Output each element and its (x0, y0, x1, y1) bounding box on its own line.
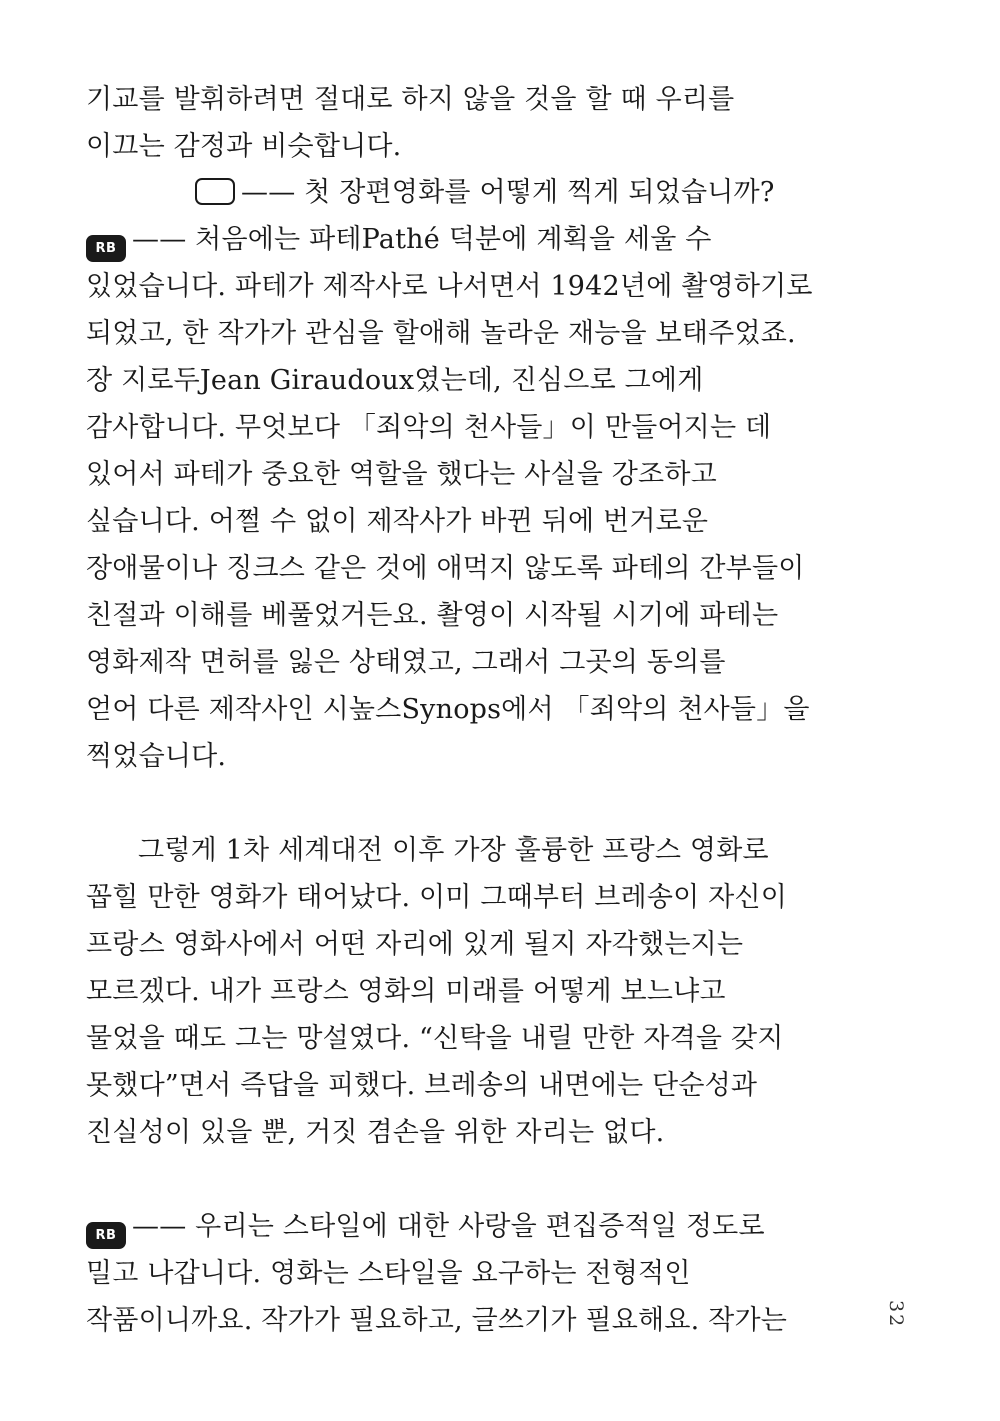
text-line (86, 1256, 691, 1292)
line-text: 못했다”면서 즉답을 피했다. 브레송의 내면에는 단순성과 (86, 1070, 758, 1101)
line-text: 찍었습니다. (86, 741, 227, 772)
text-line (86, 269, 813, 305)
speaker-tag: RB (86, 235, 126, 262)
paragraph-first-line (138, 833, 769, 869)
line-text: 감사합니다. 무엇보다 「죄악의 천사들」이 만들어지는 데 (86, 412, 772, 443)
line-text: 되었고, 한 작가가 관심을 할애해 놀라운 재능을 보태주었죠. (86, 318, 796, 349)
text-line (86, 645, 726, 681)
line-text: 싶습니다. 어쩔 수 없이 제작사가 바뀐 뒤에 번거로운 (86, 506, 709, 537)
text-line (86, 692, 810, 728)
line-text: 이끄는 감정과 비슷합니다. (86, 131, 402, 162)
line-text: 그렇게 1차 세계대전 이후 가장 훌륭한 프랑스 영화로 (138, 835, 769, 866)
line-text: 장 지로두Jean Giraudoux였는데, 진심으로 그에게 (86, 365, 704, 396)
line-text: 물었을 때도 그는 망설였다. “신탁을 내릴 만한 자격을 갖지 (86, 1023, 784, 1054)
text-line (86, 880, 787, 916)
text-line (86, 363, 704, 399)
line-text: —— 우리는 스타일에 대한 사랑을 편집증적일 정도로 (132, 1211, 765, 1242)
speaker-answer (86, 222, 712, 262)
line-text: 꼽힐 만한 영화가 태어났다. 이미 그때부터 브레송이 자신이 (86, 882, 788, 913)
text-line (86, 82, 734, 118)
speaker-tag: RB (86, 1222, 126, 1249)
line-text: —— 첫 장편영화를 어떻게 찍게 되었습니까? (241, 177, 775, 208)
line-text: 기교를 발휘하려면 절대로 하지 않을 것을 할 때 우리를 (86, 84, 735, 115)
text-line (86, 551, 805, 587)
text-line (86, 1303, 787, 1339)
interviewer-question (195, 175, 775, 211)
line-text: 친절과 이해를 베풀었거든요. 촬영이 시작될 시기에 파테는 (86, 600, 779, 631)
text-line (86, 598, 778, 634)
text-line (86, 739, 226, 775)
text-line (86, 974, 726, 1010)
speaker-answer (86, 1209, 765, 1249)
line-text: 밀고 나갑니다. 영화는 스타일을 요구하는 전형적인 (86, 1258, 691, 1289)
line-text: 프랑스 영화사에서 어떤 자리에 있게 될지 자각했는지는 (86, 929, 744, 960)
line-text: 얻어 다른 제작사인 시높스Synops에서 「죄악의 천사들」을 (86, 694, 810, 725)
page-number: 32 (885, 1300, 907, 1329)
text-line (86, 504, 708, 540)
text-line (86, 129, 401, 165)
text-line (86, 927, 743, 963)
line-text: 영화제작 면허를 잃은 상태였고, 그래서 그곳의 동의를 (86, 647, 726, 678)
line-text: 작품이니까요. 작가가 필요하고, 글쓰기가 필요해요. 작가는 (86, 1305, 788, 1336)
text-line (86, 316, 796, 352)
text-line (86, 1068, 757, 1104)
text-line (86, 1115, 664, 1151)
line-text: 있어서 파테가 중요한 역할을 했다는 사실을 강조하고 (86, 459, 717, 490)
line-text: 장애물이나 징크스 같은 것에 애먹지 않도록 파테의 간부들이 (86, 553, 805, 584)
line-text: 진실성이 있을 뿐, 거짓 겸손을 위한 자리는 없다. (86, 1117, 665, 1148)
line-text: 모르겠다. 내가 프랑스 영화의 미래를 어떻게 보느냐고 (86, 976, 726, 1007)
line-text: 있었습니다. 파테가 제작사로 나서면서 1942년에 촬영하기로 (86, 271, 813, 302)
text-line (86, 457, 717, 493)
interviewer-tag (195, 178, 235, 205)
text-line (86, 1021, 784, 1057)
line-text: —— 처음에는 파테Pathé 덕분에 계획을 세울 수 (132, 224, 712, 255)
text-line (86, 410, 771, 446)
